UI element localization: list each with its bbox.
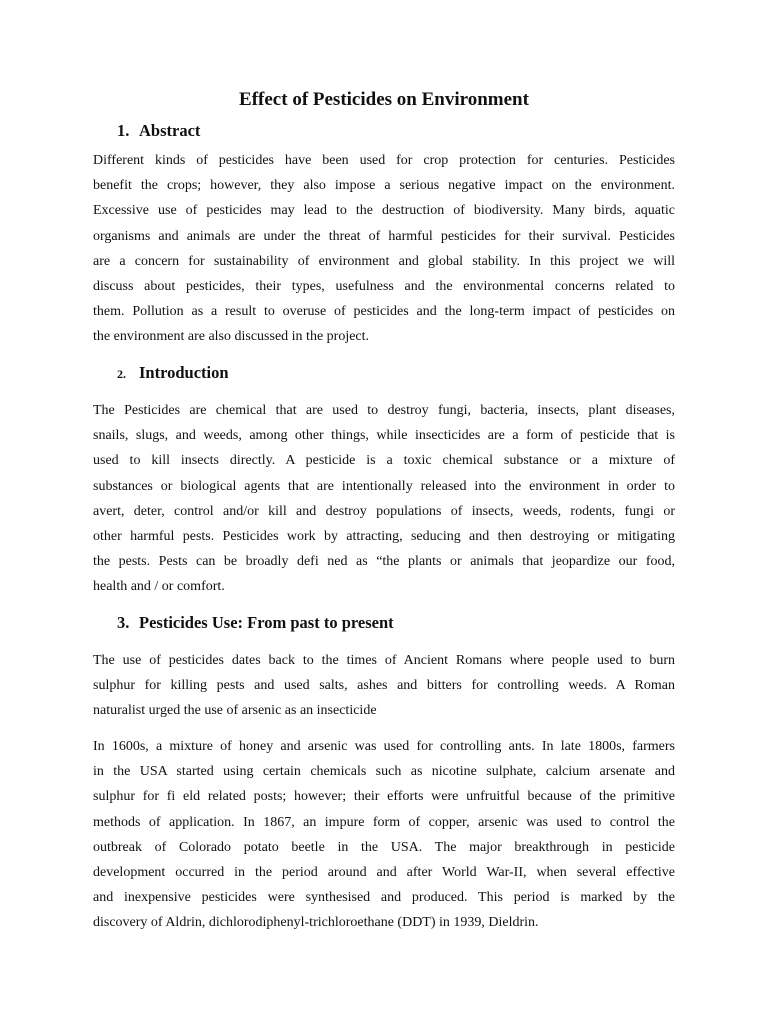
paragraph-pesticides-history (93, 648, 675, 724)
paragraph-abstract (93, 148, 675, 350)
text-line: benefit the crops; however, they also impose a serious negative impact on the environment. (93, 178, 675, 194)
text-line: The use of pesticides dates back to the times of Ancient Romans where people used to burn (93, 653, 675, 668)
text-line: other harmful pests. Pesticides work by attracting, seducing and then destroying or mitigating (93, 528, 675, 544)
section-title: Abstract (139, 121, 201, 140)
paragraph-introduction (93, 398, 675, 600)
text-line: discovery of Aldrin, dichlorodiphenyl-trichloroethane (DDT) in 1939, Dieldrin. (93, 915, 539, 931)
text-line: avert, deter, control and/or kill and destroy populations of insects, weeds, rodents, fungi or (93, 503, 675, 519)
section-title: Pesticides Use: From past to present (139, 613, 394, 632)
text-line: substances or biological agents that are intentionally released into the environment in order to (93, 478, 675, 494)
section-number: 2. (117, 367, 126, 381)
text-line: discuss about pesticides, their types, usefulness and the environmental concerns related to (93, 278, 675, 294)
document-title: Effect of Pesticides on Environment (239, 89, 529, 110)
text-line: in the USA started using certain chemicals such as nicotine sulphate, calcium arsenate and (93, 764, 675, 780)
text-line: naturalist urged the use of arsenic as an insecticide (93, 703, 377, 719)
section-title: Introduction (139, 363, 229, 382)
text-line: snails, slugs, and weeds, among other things, while insecticides are a form of pesticide that is (93, 428, 675, 444)
text-line: health and / or comfort. (93, 579, 225, 595)
text-line: outbreak of Colorado potato beetle in the USA. The major breakthrough in pesticide (93, 839, 675, 855)
text-line: Different kinds of pesticides have been used for crop protection for centuries. Pesticides (93, 153, 675, 168)
section-heading-abstract (117, 120, 200, 142)
section-number: 1. (117, 121, 130, 140)
paragraph-pesticides-modern (93, 734, 675, 936)
text-line: Excessive use of pesticides may lead to the destruction of biodiversity. Many birds, aquatic (93, 203, 675, 219)
text-line: The Pesticides are chemical that are used to destroy fungi, bacteria, insects, plant diseases, (93, 403, 675, 418)
text-line: used to kill insects directly. A pesticide is a toxic chemical substance or a mixture of (93, 453, 675, 469)
text-line: sulphur for fi eld related posts; however; their efforts were unfruitful because of the primitive (93, 789, 675, 805)
section-heading-introduction (117, 362, 229, 385)
section-number: 3. (117, 613, 130, 632)
text-line: In 1600s, a mixture of honey and arsenic was used for controlling ants. In late 1800s, farmers (93, 739, 675, 754)
text-line: development occurred in the period around and after World War-II, when several effective (93, 864, 675, 880)
text-line: and inexpensive pesticides were synthesised and produced. This period is marked by the (93, 890, 675, 906)
text-line: sulphur for killing pests and used salts, ashes and bitters for controlling weeds. A Roman (93, 678, 675, 694)
text-line: the environment are also discussed in the project. (93, 329, 370, 345)
section-heading-pesticides-use (117, 612, 394, 634)
text-line: them. Pollution as a result to overuse of pesticides and the long-term impact of pesticides on (93, 304, 675, 320)
text-line: the pests. Pests can be broadly defi ned as “the plants or animals that jeopardize our food, (93, 554, 675, 570)
text-line: are a concern for sustainability of environment and global stability. In this project we will (93, 253, 675, 269)
text-line: organisms and animals are under the threat of harmful pesticides for their survival. Pesticides (93, 228, 675, 244)
text-line: methods of application. In 1867, an impure form of copper, arsenic was used to control the (93, 814, 675, 830)
